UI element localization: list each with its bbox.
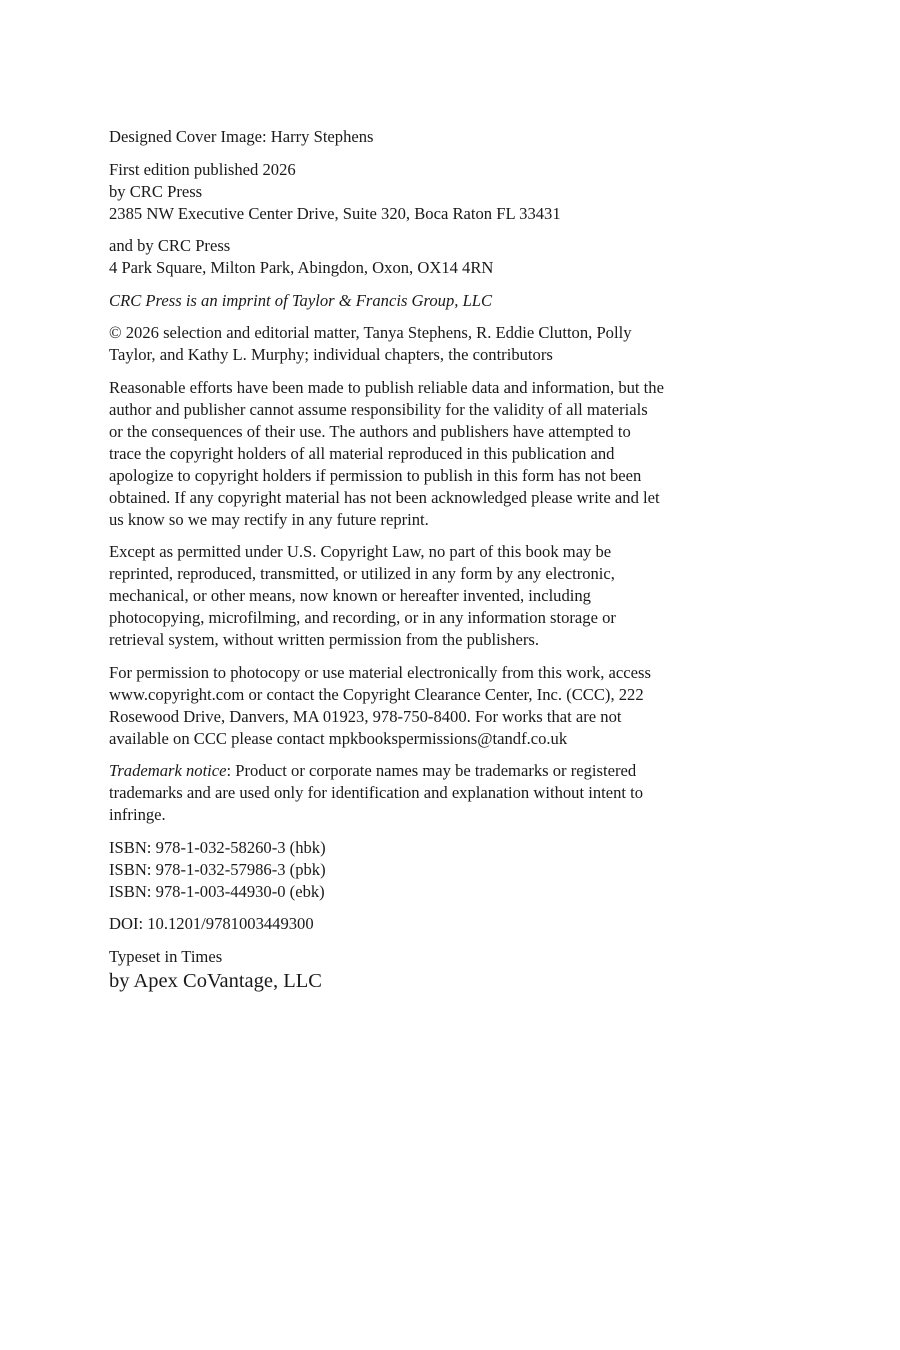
trademark-notice: [109, 760, 709, 826]
edition-line: 2385 NW Executive Center Drive, Suite 320, Boca Raton FL 33431: [109, 203, 561, 223]
copyright-line: © 2026 selection and editorial matter, Tanya Stephens, R. Eddie Clutton, Polly: [109, 323, 632, 342]
edition-line: by CRC Press: [109, 181, 203, 201]
imprint-line: CRC Press is an imprint of Taylor & Francis Group, LLC: [109, 290, 493, 310]
isbn-list: [109, 837, 709, 903]
copyright-law-paragraph: [109, 541, 709, 651]
edition-line: First edition published 2026: [109, 159, 296, 179]
copyright-law-line: Except as permitted under U.S. Copyright Law, no part of this book may be: [109, 542, 612, 561]
doi-line: DOI: 10.1201/9781003449300: [109, 914, 314, 933]
isbn-pbk: ISBN: 978-1-032-57986-3 (pbk): [109, 859, 326, 879]
trademark-line: infringe.: [109, 805, 166, 824]
edition-info: [109, 159, 709, 225]
copyright-line: Taylor, and Kathy L. Murphy; individual chapters, the contributors: [109, 345, 553, 364]
disclaimer-line: trace the copyright holders of all material reproduced in this publication and: [109, 443, 615, 463]
trademark-line: trademarks and are used only for identification and explanation without intent to: [109, 783, 644, 802]
permissions-line: www.copyright.com or contact the Copyright Clearance Center, Inc. (CCC), 222: [109, 684, 644, 704]
isbn-ebk: ISBN: 978-1-003-44930-0 (ebk): [109, 881, 325, 901]
copyright-block: [109, 126, 709, 1003]
trademark-first-line-rest: : Product or corporate names may be trademarks or registered: [226, 761, 637, 780]
disclaimer-paragraph: [109, 377, 709, 531]
trademark-first-line: [109, 760, 709, 782]
doi: [109, 913, 709, 935]
isbn-hbk: ISBN: 978-1-032-58260-3 (hbk): [109, 837, 326, 857]
copyright-law-line: mechanical, or other means, now known or hereafter invented, including: [109, 586, 591, 605]
typeset-font-line: Typeset in Times: [109, 946, 223, 966]
cover-credit-line: Designed Cover Image: Harry Stephens: [109, 127, 374, 146]
disclaimer-line: us know so we may rectify in any future reprint.: [109, 509, 429, 529]
permissions-line: For permission to photocopy or use material electronically from this work, access: [109, 662, 651, 682]
second-publisher: [109, 235, 709, 279]
disclaimer-line: or the consequences of their use. The authors and publishers have attempted to: [109, 421, 631, 441]
disclaimer-line: Reasonable efforts have been made to publish reliable data and information, but the: [109, 377, 664, 397]
trademark-label: Trademark notice: [109, 761, 227, 780]
typesetter-line: by Apex CoVantage, LLC: [109, 969, 322, 992]
copyright-law-line: reprinted, reproduced, transmitted, or utilized in any form by any electronic,: [109, 564, 615, 583]
cover-credit: [109, 126, 709, 148]
copyright-law-line: retrieval system, without written permission from the publishers.: [109, 630, 539, 649]
disclaimer-line: apologize to copyright holders if permission to publish in this form has not been: [109, 465, 642, 485]
second-publisher-line: and by CRC Press: [109, 236, 231, 255]
copyright-statement: [109, 322, 709, 366]
second-publisher-line: 4 Park Square, Milton Park, Abingdon, Oxon, OX14 4RN: [109, 258, 494, 277]
copyright-law-line: photocopying, microfilming, and recording, or in any information storage or: [109, 608, 616, 627]
disclaimer-line: author and publisher cannot assume responsibility for the validity of all materials: [109, 399, 648, 419]
permissions-line: available on CCC please contact mpkbookspermissions@tandf.co.uk: [109, 728, 568, 748]
permissions-paragraph: [109, 662, 709, 750]
permissions-line: Rosewood Drive, Danvers, MA 01923, 978-750-8400. For works that are not: [109, 706, 622, 726]
typeset-info: [109, 946, 709, 993]
disclaimer-line: obtained. If any copyright material has not been acknowledged please write and let: [109, 487, 660, 507]
imprint-statement: [109, 290, 709, 312]
